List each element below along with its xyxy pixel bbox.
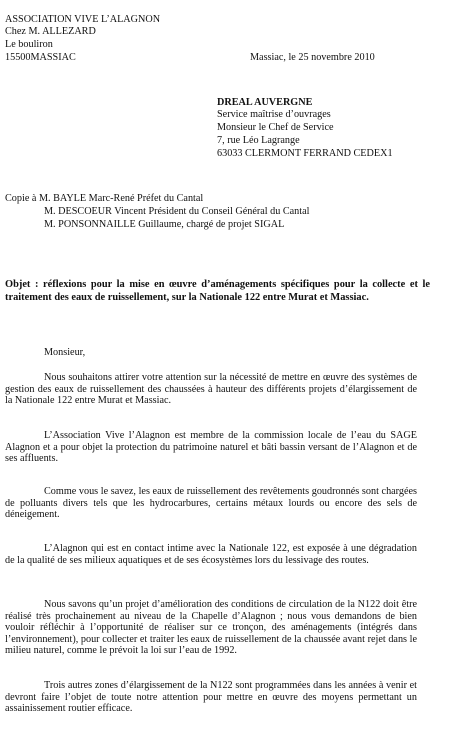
body-paragraph: Nous savons qu’un projet d’amélioration des conditions de circulation de la N122 doit être réalisé très prochainement au niveau de la Chapelle d’Alagnon ; nous vous demandons de bien vouloir réfléchir à l’opportunité de réaliser sur ce tronçon, des aménagements (intégrés dans l’environnement), pour collecter et traiter les eaux de ruissellement de la chaussée avant rejet dans le milieu naturel, comme le prévoit la loi sur l’eau de 1992. [5, 599, 417, 657]
sender-line: Le bouliron [5, 39, 53, 50]
place-date: Massiac, le 25 novembre 2010 [250, 52, 375, 63]
copy-line: M. PONSONNAILLE Guillaume, chargé de projet SIGAL [44, 219, 285, 230]
recipient-line: Service maîtrise d’ouvrages [217, 109, 331, 120]
body-paragraph: Trois autres zones d’élargissement de la N122 sont programmées dans les années à venir et devront faire l’objet de toute notre attention pour mettre en œuvre des moyens permettant un assainissement routier efficace. [5, 680, 417, 715]
recipient-line: 63033 CLERMONT FERRAND CEDEX1 [217, 148, 393, 159]
body-paragraph: L’Association Vive l’Alagnon est membre de la commission locale de l’eau du SAGE Alagnon et a pour objet la protection du patrimoine naturel et bâti bassin versant de l’Alagnon et de ses affluents. [5, 430, 417, 465]
recipient-line: 7, rue Léo Lagrange [217, 135, 300, 146]
sender-line: ASSOCIATION VIVE L’ALAGNON [5, 14, 161, 25]
copy-line: Copie à M. BAYLE Marc-René Préfet du Cantal [5, 193, 204, 204]
subject: Objet : réflexions pour la mise en œuvre d’aménagements spécifiques pour la collecte et le traitement des eaux de ruissellement, sur la Nationale 122 entre Murat et Massiac. [5, 279, 430, 303]
body-paragraph: Comme vous le savez, les eaux de ruissellement des revêtements goudronnés sont chargées de polluants divers tels que les hydrocarbures, certains métaux lourds ou encore des sels de déneigement. [5, 486, 417, 521]
copy-line: M. DESCOEUR Vincent Président du Conseil Général du Cantal [44, 206, 310, 217]
body-paragraph: Nous souhaitons attirer votre attention sur la nécessité de mettre en œuvre des systèmes de gestion des eaux de ruissellement des chaussées à hauteur des différents projets d’élargissement de la Nationale 122 entre Murat et Massiac. [5, 372, 417, 407]
recipient-line: Monsieur le Chef de Service [217, 122, 334, 133]
body-paragraph: L’Alagnon qui est en contact intime avec la Nationale 122, est exposée à une dégradation de la qualité de ses milieux aquatiques et de ses écosystèmes lors du lessivage des routes. [5, 543, 417, 566]
sender-line: 15500MASSIAC [5, 52, 76, 63]
sender-line: Chez M. ALLEZARD [5, 26, 96, 37]
salutation: Monsieur, [44, 347, 86, 358]
recipient-name: DREAL AUVERGNE [217, 97, 313, 108]
